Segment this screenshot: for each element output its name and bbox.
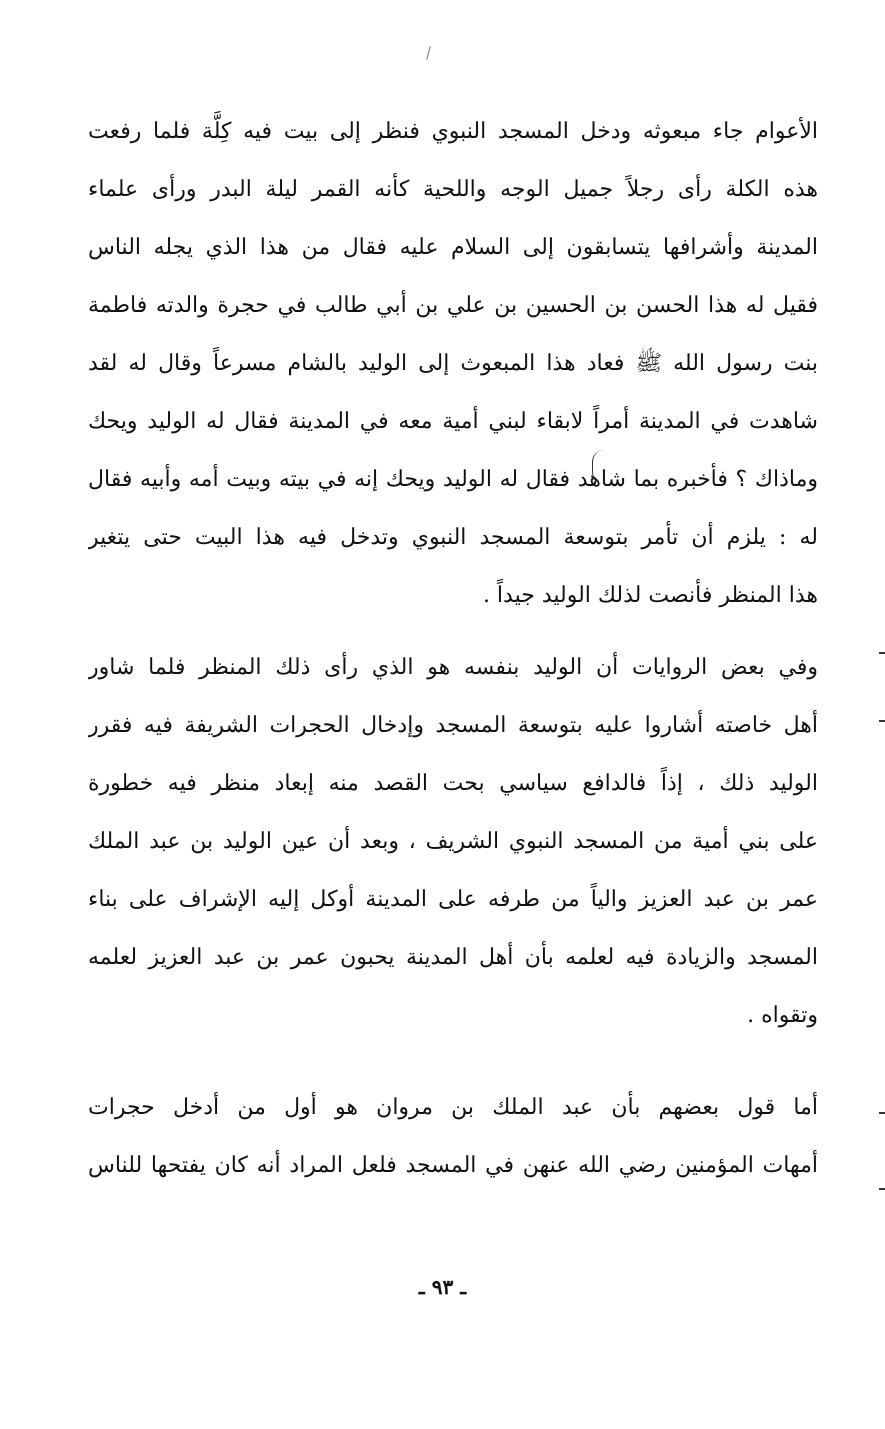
text-line: وماذاك ؟ فأخبره بما شاهد فقال له الوليد ويحك إنه في بيته وبيت أمه وأبيه فقال <box>88 467 818 492</box>
text-line: على بني أمية من المسجد النبوي الشريف ، وبعد أن عين الوليد بن عبد الملك <box>88 829 818 854</box>
text-line: هذا المنظر فأنصت لذلك الوليد جيداً . <box>482 583 818 608</box>
text-line: المسجد والزيادة فيه لعلمه بأن أهل المدينة يحبون عمر بن عبد العزيز لعلمه <box>88 945 818 970</box>
text-line: أما قول بعضهم بأن عبد الملك بن مروان هو أول من أدخل حجرات <box>88 1095 818 1120</box>
handwritten-bracket-mark <box>592 450 605 484</box>
edge-mark <box>879 720 885 722</box>
text-line: بنت رسول الله ﷺ فعاد هذا المبعوث إلى الوليد بالشام مسرعاً وقال له لقد <box>88 351 818 376</box>
edge-mark <box>879 1112 885 1114</box>
text-line: أهل خاصته أشاروا عليه بتوسعة المسجد وإدخال الحجرات الشريفة فيه فقرر <box>88 713 818 738</box>
text-line: هذه الكلة رأى رجلاً جميل الوجه واللحية كأنه القمر ليلة البدر ورأى علماء <box>88 177 818 202</box>
text-line: فقيل له هذا الحسن بن الحسين بن علي بن أبي طالب في حجرة والدته فاطمة <box>88 293 818 318</box>
text-line: أمهات المؤمنين رضي الله عنهن في المسجد فلعل المراد أنه كان يفتحها للناس <box>88 1153 818 1178</box>
text-line: الوليد ذلك ، إذاً فالدافع سياسي بحت القصد منه إبعاد منظر فيه خطورة <box>88 771 818 796</box>
page-number: ـ ٩٣ ـ <box>418 1275 467 1299</box>
text-line: وفي بعض الروايات أن الوليد بنفسه هو الذي رأى ذلك المنظر فلما شاور <box>88 655 818 680</box>
text-line: المدينة وأشرافها يتسابقون إلى السلام عليه فقال من هذا الذي يجله الناس <box>88 235 818 260</box>
paragraph-1 <box>88 103 818 625</box>
paragraph-3 <box>88 1079 818 1195</box>
text-line: الأعوام جاء مبعوثه ودخل المسجد النبوي فنظر إلى بيت فيه كِلَّة فلما رفعت <box>88 119 818 144</box>
edge-mark <box>879 1188 885 1190</box>
text-line: عمر بن عبد العزيز والياً من طرفه على المدينة أوكل إليه الإشراف على بناء <box>88 887 818 912</box>
text-line: شاهدت في المدينة أمراً لابقاء لبني أمية معه في المدينة فقال له الوليد ويحك <box>88 409 818 434</box>
text-line: وتقواه . <box>747 1003 818 1028</box>
edge-mark <box>879 652 885 654</box>
paragraph-2 <box>88 639 818 1045</box>
stray-mark <box>426 46 431 60</box>
text-line: له : يلزم أن تأمر بتوسعة المسجد النبوي وتدخل فيه هذا البيت حتى يتغير <box>88 525 818 550</box>
